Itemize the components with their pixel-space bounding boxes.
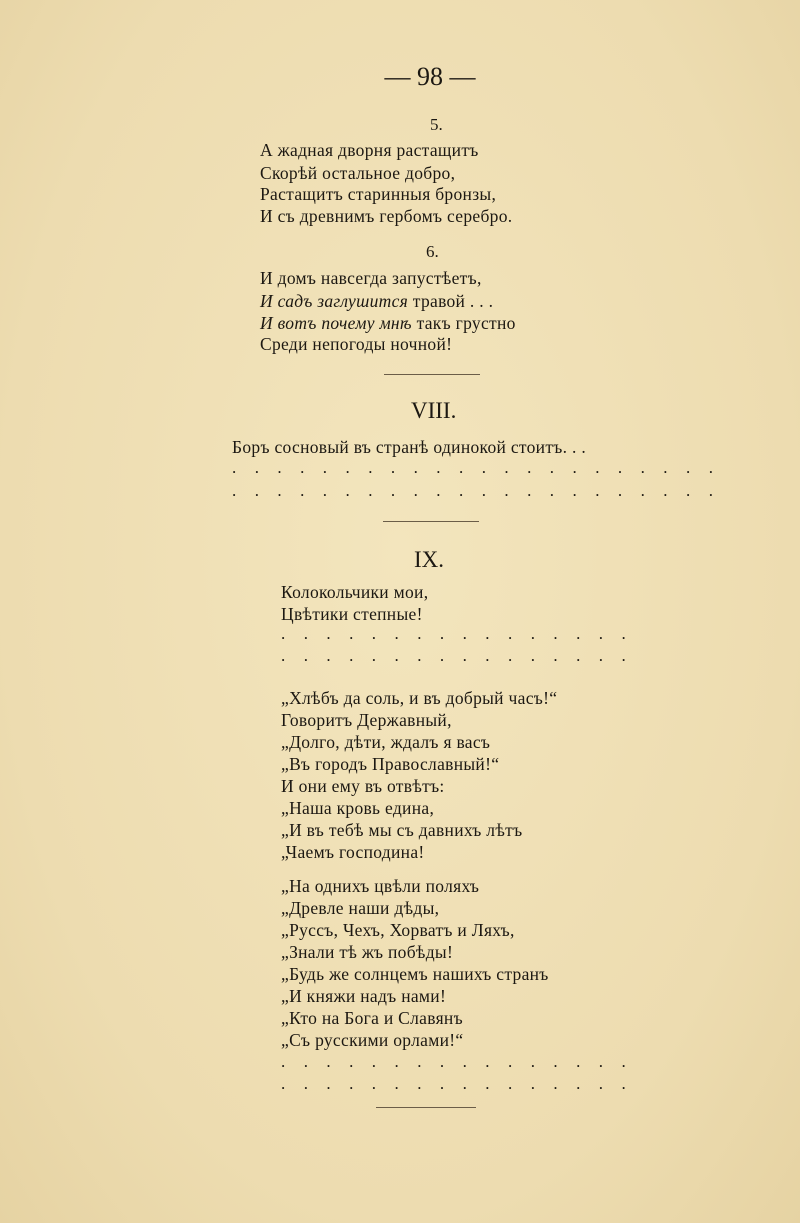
section-6-number: 6. [426, 242, 439, 261]
stanza-2-line: „Будь же солнцемъ нашихъ странъ [281, 964, 549, 984]
stanza-1-line: „Хлѣбъ да соль, и въ добрый часъ!“ [281, 688, 558, 708]
page-number: — 98 — [384, 62, 476, 91]
section-9-numeral: IX. [414, 547, 445, 572]
ellipsis-dots-row: . . . . . . . . . . . . . . . . [281, 1074, 633, 1093]
stanza-2-line: „Руссъ, Чехъ, Хорватъ и Ляхъ, [281, 920, 515, 940]
ellipsis-dots-row: . . . . . . . . . . . . . . . . . . . . . . [232, 481, 721, 500]
section-6-line [260, 291, 493, 312]
stanza-1-line: „Долго, дѣти, ждалъ я васъ [281, 732, 491, 752]
stanza-2-line: „Древле наши дѣды, [281, 898, 440, 918]
section-9-line: Колокольчики мои, [281, 582, 429, 602]
stanza-1-line: „И въ тебѣ мы съ давнихъ лѣтъ [281, 820, 523, 840]
section-divider [383, 521, 479, 522]
section-5-number: 5. [430, 115, 443, 134]
section-divider [384, 374, 480, 375]
italic-phrase: И вотъ почему мнѣ [260, 313, 412, 333]
section-8-line: Боръ сосновый въ странѣ одинокой стоитъ. . . [232, 437, 587, 457]
stanza-1-line: „Чаемъ господина! [281, 842, 425, 862]
section-5-line: И съ древнимъ гербомъ серебро. [260, 206, 513, 226]
stanza-2-line: „Кто на Бога и Славянъ [281, 1008, 463, 1028]
line-rest: травой . . . [408, 291, 494, 311]
section-5-line: Скорѣй остальное добро, [260, 163, 456, 183]
ellipsis-dots-row: . . . . . . . . . . . . . . . . [281, 1052, 633, 1071]
section-6-line [260, 313, 516, 334]
section-divider [376, 1107, 476, 1108]
stanza-2-line: „На однихъ цвѣли поляхъ [281, 876, 480, 896]
section-6-line: Среди непогоды ночной! [260, 334, 453, 354]
italic-phrase: И садъ заглушится [260, 291, 409, 311]
ellipsis-dots-row: . . . . . . . . . . . . . . . . . . . . . . [232, 458, 721, 477]
stanza-2-line: „Знали тѣ жъ побѣды! [281, 942, 454, 962]
line-rest: такъ грустно [411, 313, 516, 333]
stanza-2-line: „Съ русскими орлами!“ [281, 1030, 464, 1050]
stanza-2-line: „И княжи надъ нами! [281, 986, 447, 1006]
ellipsis-dots-row: . . . . . . . . . . . . . . . . [281, 624, 633, 643]
stanza-1-line: „Въ городъ Православный!“ [281, 754, 500, 774]
ellipsis-dots-row: . . . . . . . . . . . . . . . . [281, 646, 633, 665]
section-8-numeral: VIII. [411, 398, 457, 423]
section-5-line: Растащитъ старинныя бронзы, [260, 184, 497, 204]
section-6-line: И домъ навсегда запустѣетъ, [260, 268, 482, 288]
stanza-1-line: И они ему въ отвѣтъ: [281, 776, 445, 796]
section-9-line: Цвѣтики степные! [281, 604, 423, 624]
stanza-1-line: Говоритъ Державный, [281, 710, 452, 730]
section-5-line: А жадная дворня растащитъ [260, 140, 479, 160]
stanza-1-line: „Наша кровь едина, [281, 798, 435, 818]
